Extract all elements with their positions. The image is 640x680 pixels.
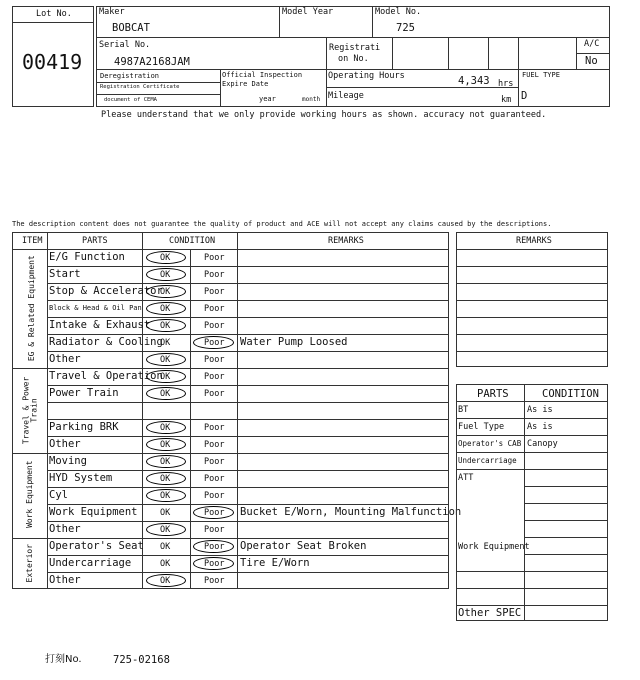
row-divider [47,317,449,318]
poor-option: Poor [204,440,225,450]
part-name: Start [49,268,81,280]
row-divider [47,521,449,522]
row-divider [47,555,449,556]
parts-header: PARTS [82,236,108,246]
remark-line [456,249,608,250]
part-name: Block & Head & Oil Pan [49,304,142,312]
ok-option: OK [160,423,171,433]
poor-option: Poor [204,508,225,518]
item-header: ITEM [22,236,43,246]
right-part-condition: As is [527,405,553,415]
other-spec-label: Other SPEC [458,607,522,619]
part-name: Travel & Operation [49,370,163,382]
serial-no-label: Serial No. [99,40,151,50]
right-part-name: BT [458,405,469,415]
ok-circle-mark [146,370,186,383]
remark-line [456,283,608,284]
cema-document-label: document of CEMA [104,97,157,103]
column-divider [237,232,238,589]
ok-option: OK [160,338,171,348]
operating-hours-value: 4,343 [458,75,490,87]
lot-no-value: 00419 [22,50,83,74]
right-part-name: Operator's CAB [458,439,522,448]
row-divider [47,572,449,573]
maker-label: Maker [99,7,125,17]
ok-option: OK [160,389,171,399]
ac-value: No [585,55,598,67]
row-divider [524,537,608,538]
ok-option: OK [160,576,171,586]
row-divider [47,436,449,437]
ok-circle-mark [146,251,186,264]
remark-line [456,334,608,335]
row-divider [524,520,608,521]
row-divider [47,266,449,267]
ok-circle-mark [146,387,186,400]
remark-line [456,317,608,318]
row-divider [12,453,449,454]
row-divider [456,452,608,453]
stamp-number: 725-02168 [113,654,170,666]
group-label-eg: EG & Related Equipment [26,255,36,362]
lot-no-label: Lot No. [36,9,72,19]
ok-circle-mark [146,523,186,536]
ok-option: OK [160,253,171,263]
disclaimer: The description content does not guarantee the quality of product and ACE will not accept any claims caused by the descriptions. [12,220,552,228]
part-name: Radiator & Cooling [49,336,163,348]
ok-option: OK [160,270,171,280]
row-divider [47,470,449,471]
ok-circle-mark [146,319,186,332]
right-part-name: Fuel Type [458,422,505,432]
ok-circle-mark [146,438,186,451]
ok-circle-mark [146,472,186,485]
poor-option: Poor [204,576,225,586]
part-name: Other [49,574,81,586]
ok-option: OK [160,508,171,518]
ok-option: OK [160,542,171,552]
stamp-label: 打刻No. [45,654,82,665]
part-name: Other [49,523,81,535]
part-name: Moving [49,455,87,467]
part-name: Stop & Accelerator [49,285,163,297]
poor-option: Poor [204,457,225,467]
row-divider [47,419,449,420]
right-remarks-title: REMARKS [516,236,552,246]
registration-label: Registrati [329,43,381,53]
row-divider [47,300,449,301]
ok-option: OK [160,474,171,484]
column-divider [47,232,48,589]
row-divider [456,401,608,402]
poor-option: Poor [204,287,225,297]
poor-option: Poor [204,559,225,569]
row-divider [47,283,449,284]
ok-option: OK [160,287,171,297]
part-name: Work Equipment [49,506,138,518]
poor-option: Poor [204,542,225,552]
poor-option: Poor [204,491,225,501]
remark-text: Operator Seat Broken [240,540,367,552]
header-separator [12,249,449,250]
part-name: E/G Function [49,251,125,263]
maker-value: BOBCAT [112,22,150,34]
ok-option: OK [160,321,171,331]
row-divider [47,402,449,403]
poor-option: Poor [204,423,225,433]
row-divider [456,571,608,572]
poor-option: Poor [204,321,225,331]
group-label-travel: Travel & Power Train [21,376,39,445]
ok-circle-mark [146,421,186,434]
ok-circle-mark [146,455,186,468]
ok-circle-mark [146,489,186,502]
poor-circle-mark [193,336,234,349]
operating-hours-label: Operating Hours [328,71,405,81]
poor-circle-mark [193,557,234,570]
poor-option: Poor [204,338,225,348]
serial-no-value: 4987A2168JAM [114,56,190,68]
model-no-value: 725 [396,22,415,34]
ok-option: OK [160,559,171,569]
poor-option: Poor [204,355,225,365]
right-part-condition: Canopy [527,439,558,449]
poor-option: Poor [204,389,225,399]
poor-circle-mark [193,540,234,553]
part-name: Operator's Seat [49,540,144,552]
ok-circle-mark [146,285,186,298]
ok-option: OK [160,525,171,535]
row-divider [524,503,608,504]
poor-option: Poor [204,474,225,484]
row-divider [456,435,608,436]
poor-circle-mark [193,506,234,519]
row-divider [47,351,449,352]
ok-circle-mark [146,574,186,587]
row-divider [47,334,449,335]
part-name: Parking BRK [49,421,119,433]
poor-option: Poor [204,270,225,280]
poor-option: Poor [204,525,225,535]
condition-header: CONDITION [169,236,216,246]
remark-line [456,266,608,267]
row-divider [12,368,449,369]
group-label-work: Work Equipment [24,460,34,528]
part-name: Power Train [49,387,119,399]
right-part-condition: As is [527,422,553,432]
ac-label: A/C [584,39,600,49]
ok-option: OK [160,372,171,382]
hrs-label: hrs [498,79,514,89]
right-part-name: Undercarriage [458,456,517,465]
part-name: Other [49,353,81,365]
inspection-label-2: Expire Date [222,80,269,88]
part-name: Cyl [49,489,68,501]
model-no-label: Model No. [375,7,422,17]
registration-label-2: on No. [338,54,369,64]
right-parts-header: PARTS [477,388,509,400]
ok-option: OK [160,457,171,467]
ok-circle-mark [146,268,186,281]
registration-certificate-label: Registration Certificate [100,84,180,90]
row-divider [47,385,449,386]
row-divider [12,538,449,539]
poor-option: Poor [204,304,225,314]
remark-text: Water Pump Loosed [240,336,348,348]
remark-text: Bucket E/Worn, Mounting Malfunction [240,506,462,518]
remark-line [456,351,608,352]
ok-circle-mark [146,353,186,366]
poor-option: Poor [204,253,225,263]
row-divider [524,554,608,555]
inspection-label: Official Inspection [222,71,303,79]
right-part-name: ATT [458,473,474,483]
poor-option: Poor [204,372,225,382]
ok-option: OK [160,491,171,501]
row-divider [47,487,449,488]
hours-note: Please understand that we only provide working hours as shown. accuracy not guaranteed. [101,110,547,120]
row-divider [524,486,608,487]
row-divider [456,588,608,589]
fuel-type-value: D [521,90,528,102]
row-divider [47,504,449,505]
month-label: month [302,96,321,103]
deregistration-label: Deregistration [100,72,160,80]
ok-option: OK [160,304,171,314]
remark-line [456,300,608,301]
ok-option: OK [160,355,171,365]
mileage-label: Mileage [328,91,364,101]
row-divider [456,469,608,470]
part-name: Undercarriage [49,557,132,569]
ok-circle-mark [146,302,186,315]
ok-option: OK [160,440,171,450]
row-divider [456,418,608,419]
part-name: HYD System [49,472,113,484]
part-name: Intake & Exhaust [49,319,151,331]
right-condition-header: CONDITION [542,388,599,400]
row-divider [456,605,608,606]
fuel-type-label: FUEL TYPE [522,71,560,79]
km-label: km [501,95,512,105]
remarks-header: REMARKS [328,236,364,246]
remark-text: Tire E/Worn [240,557,310,569]
work-equipment-label: Work Equipment [458,542,530,552]
model-year-label: Model Year [282,7,334,17]
part-name: Other [49,438,81,450]
year-label: year [259,95,276,103]
group-label-exterior: Exterior [24,543,34,583]
